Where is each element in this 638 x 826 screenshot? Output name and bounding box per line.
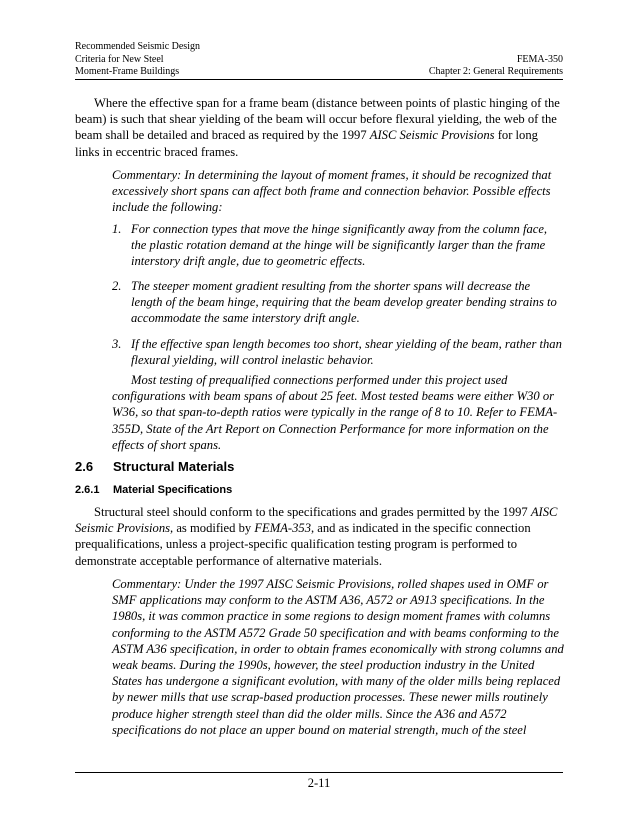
header-right-line: FEMA-350 [516,53,563,65]
section-number: 2.6 [75,459,94,474]
header-right-line: Chapter 2: General Requirements [428,66,563,77]
para1-text: Where the effective span for a frame beam (distance between points of plastic hinging of the beam) is such that shear yielding of the beam will occur before flexural yielding, the web of the beam shall be detailed and braced as required by the 1997 [75,96,560,143]
subsection-number: 2.6.1 [75,484,100,496]
list-item-number: 3. [112,337,122,351]
list-item-number: 2. [112,279,122,293]
subsection-title: Material Specifications [113,484,233,496]
header-left-line: Recommended Seismic Design [75,41,200,52]
list-item-text: If the effective span length becomes too short, shear yielding of the beam, rather than flexural yielding, will control inelastic behavior. [131,337,562,368]
list-item [112,278,564,327]
header-left-line: Criteria for New Steel [75,53,164,65]
list-item-text: For connection types that move the hinge significantly away from the column face, the plastic rotation demand at the hinge will be significantly larger than the frame interstory drift angle, due to geometric effects. [131,222,548,269]
list-item [112,336,564,368]
page-number: 2-11 [307,776,331,790]
para2-italic-ref: FEMA-353 [254,521,311,536]
running-header-right [75,54,563,79]
footer-divider [75,772,563,773]
para1-italic-ref: AISC Seismic Provisions [369,128,495,143]
commentary-short-spans: Commentary: In determining the layout of moment frames, it should be recognized that excessively short spans can affect both frame and connection behavior. Possible effects include the following: [112,168,552,215]
para2-text: Structural steel should conform to the specifications and grades permitted by the 1997 [94,505,531,519]
header-divider [75,79,563,80]
para2-text: as modified by [173,521,255,536]
body-paragraph-effective-span [75,95,565,160]
commentary-steel-production: Commentary: Under the 1997 AISC Seismic Provisions, rolled shapes used in OMF or SMF applications may conform to the ASTM A36, A572 or A913 specifications. In the 1980s, it was common practice in some regions to design moment frames with columns conforming to the ASTM A572 Grade 50 specification and with beams conforming to the ASTM A36 specification, in order to obtain frames economically with strong columns and weak beams. During the 1990s, however, the steel production industry in the United States has undergone a significant evolution, with many of the older mills being replaced by newer mills that use scrap-based production processes. These newer mills routinely produce higher strength steel than did the older mills. Since the A36 and A572 specifications do not place an upper bound on material strength, much of the steel [112,577,564,737]
section-heading [75,459,234,474]
subsection-heading [75,484,232,496]
para1-text-end: for long links in eccentric braced frames. [75,128,538,159]
list-item-number: 1. [112,222,122,236]
para2-italic-ref: AISC Seismic Provisions, [75,505,558,536]
header-left-line: Moment-Frame Buildings [75,66,180,77]
para2-text-end: , and as indicated in the specific connection prequalifications, unless a project-specific qualification testing program is performed to demonstrate acceptable performance of alternative materials. [75,521,531,568]
body-paragraph-material-specs [75,504,565,569]
section-title: Structural Materials [113,459,235,474]
list-item [112,221,564,270]
list-item-text: The steeper moment gradient resulting from the shorter spans will decrease the length of the beam hinge, requiring that the beam develop greater bending strains to accommodate the same interstory drift angle. [131,279,557,326]
commentary-testing-spans: Most testing of prequalified connections performed under this project used configurations with beam spans of about 25 feet. Most tested beams were either W30 or W36, so that span-to-depth ratios were typically in the range of 8 to 10. Refer to FEMA-355D, State of the Art Report on Connection Performance for more information on the effects of short spans. [112,373,558,452]
